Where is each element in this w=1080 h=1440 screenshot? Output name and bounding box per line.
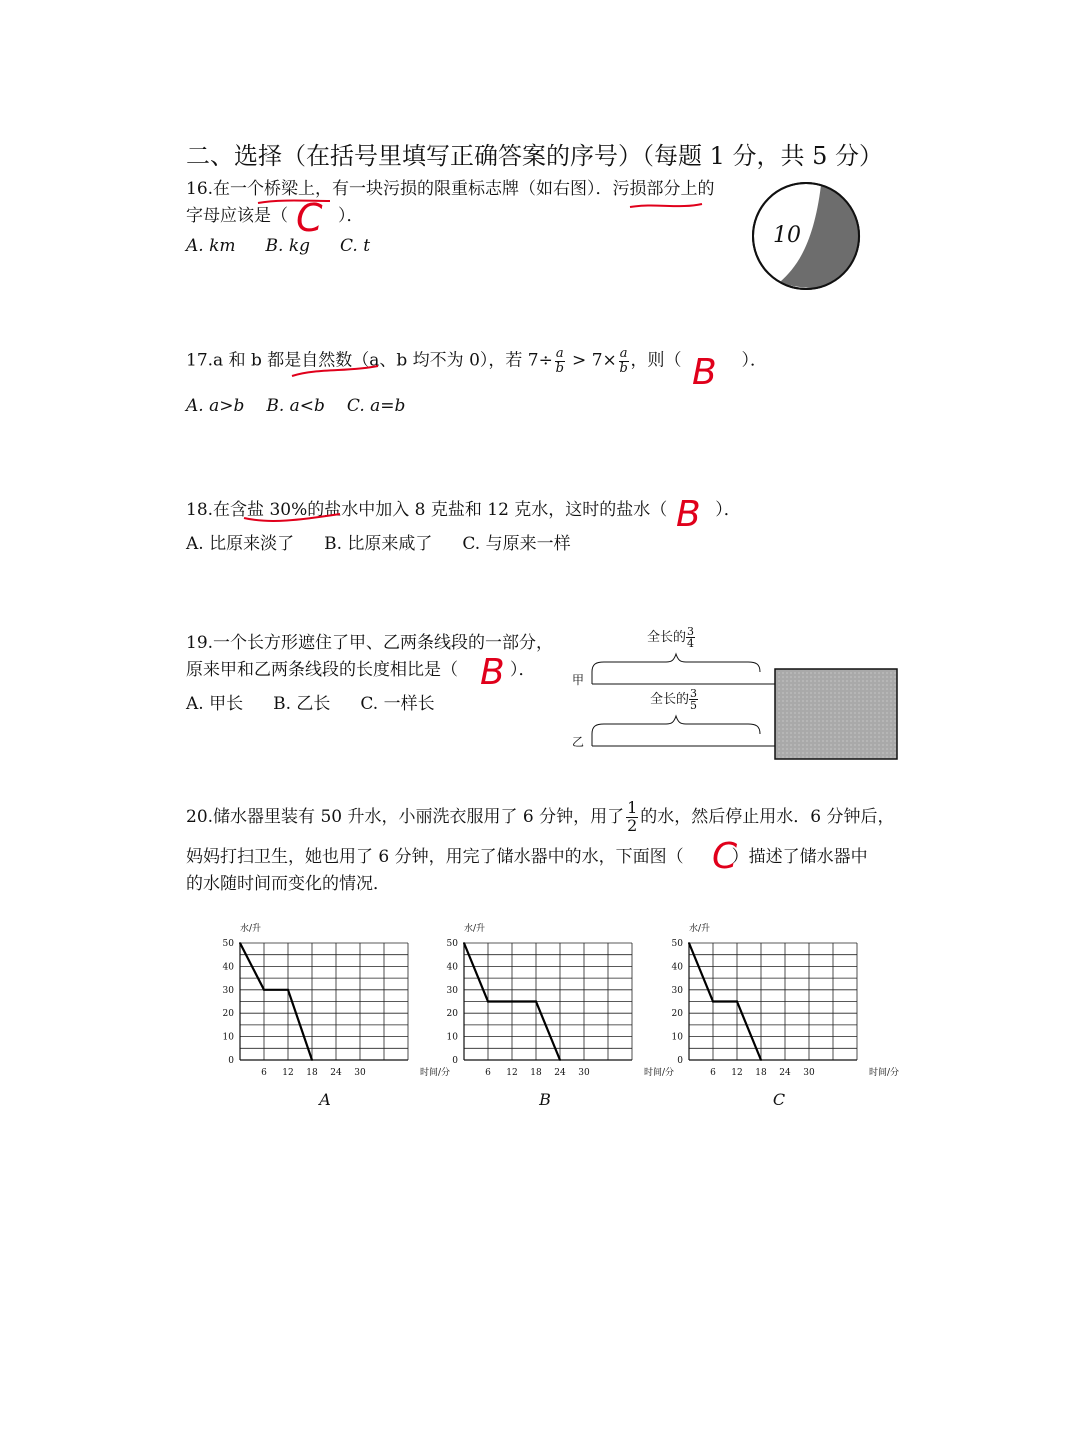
q17-frac1-den: b xyxy=(555,360,564,376)
q20-stem-line1 xyxy=(186,800,895,835)
q16-stem-line1: 16.在一个桥梁上，有一块污损的限重标志牌（如右图）．污损部分上的 xyxy=(186,179,715,199)
q19-brace2-label xyxy=(650,688,698,711)
x-tick-label: 12 xyxy=(282,1068,294,1078)
data-point xyxy=(712,1001,714,1003)
data-point xyxy=(760,1059,762,1061)
q17-stem-post: ，则（ xyxy=(630,350,682,371)
x-tick-label: 18 xyxy=(306,1068,318,1078)
section-title: 二、选择（在括号里填写正确答案的序号）（每题 1 分，共 5 分） xyxy=(186,142,884,170)
data-point xyxy=(311,1059,313,1061)
q19-handwritten-answer: B xyxy=(480,652,505,693)
x-tick-label: 18 xyxy=(530,1068,542,1078)
q19-brace1-fraction xyxy=(686,626,695,649)
q18-option-a[interactable]: A. 比原来淡了 xyxy=(186,534,295,554)
q17-fraction-1 xyxy=(555,347,565,375)
q19-option-c[interactable]: C. 一样长 xyxy=(360,694,435,714)
y-tick-label: 40 xyxy=(671,962,683,973)
q20-stem-line1-pre: 20.储水器里装有 50 升水，小丽洗衣服用了 6 分钟，用了 xyxy=(186,806,625,827)
data-point xyxy=(559,1059,561,1061)
q19-brace2-num: 3 xyxy=(690,687,698,700)
q19-stem-pre: 原来甲和乙两条线段的长度相比是（ xyxy=(186,660,458,680)
q18-stem-post: ）． xyxy=(715,500,741,520)
q19-option-b[interactable]: B. 乙长 xyxy=(273,694,331,714)
q20-stem-line3: 的水随时间而变化的情况． xyxy=(186,874,390,894)
q19-brace1-den: 4 xyxy=(687,637,695,650)
y-tick-label: 0 xyxy=(452,1056,458,1066)
q16-stem-pre: 字母应该是（ xyxy=(186,206,288,226)
q19-brace2-den: 5 xyxy=(690,699,698,712)
y-tick-label: 30 xyxy=(671,985,683,996)
chart-c xyxy=(659,918,900,1093)
q19-option-a[interactable]: A. 甲长 xyxy=(186,694,244,714)
x-tick-label: 6 xyxy=(710,1068,716,1078)
q19-figure xyxy=(570,620,900,765)
data-point xyxy=(239,942,241,944)
y-tick-label: 50 xyxy=(222,939,234,949)
chart-b-container xyxy=(434,918,675,1109)
chart-c-caption: C xyxy=(772,1090,786,1109)
q16-weight-limit-sign xyxy=(748,182,864,294)
y-tick-label: 20 xyxy=(222,1009,234,1020)
q17-stem-mid: > 7× xyxy=(566,350,617,371)
q18-underline-mark xyxy=(240,508,350,526)
q20-stem-line2 xyxy=(186,849,868,866)
x-tick-label: 24 xyxy=(779,1068,791,1078)
q18-stem-pre: 18.在含盐 30%的盐水中加入 8 克盐和 12 克水，这时的盐水（ xyxy=(186,500,668,520)
x-tick-label: 24 xyxy=(554,1068,566,1078)
q16-option-a[interactable]: A. km xyxy=(186,236,236,256)
chart-b xyxy=(434,918,675,1093)
q16-options xyxy=(186,236,426,256)
y-tick-label: 0 xyxy=(677,1056,683,1066)
x-axis-label: 时间/分 xyxy=(420,1068,451,1078)
q17-stem-end: ）． xyxy=(741,350,768,371)
q16-option-c[interactable]: C. t xyxy=(340,236,371,256)
y-tick-label: 40 xyxy=(446,962,458,973)
x-tick-label: 30 xyxy=(578,1068,590,1078)
y-axis-label: 水/升 xyxy=(464,924,486,934)
x-tick-label: 24 xyxy=(330,1068,342,1078)
q17-frac2-den: b xyxy=(619,360,628,376)
q19-figure-drawing xyxy=(570,620,900,765)
q20-fraction xyxy=(626,800,638,835)
q17-option-c[interactable]: C. a=b xyxy=(346,396,406,416)
q17-option-a[interactable]: A. a>b xyxy=(186,396,245,416)
y-tick-label: 10 xyxy=(222,1032,234,1043)
q16-stem-post: ）． xyxy=(338,206,364,226)
q19-options xyxy=(186,689,435,714)
q17-fraction-2 xyxy=(619,347,629,375)
q19-brace1-text: 全长的 xyxy=(647,630,687,645)
x-tick-label: 6 xyxy=(485,1068,491,1078)
y-axis-label: 水/升 xyxy=(689,924,711,934)
y-tick-label: 30 xyxy=(222,985,234,996)
y-tick-label: 0 xyxy=(228,1056,234,1066)
data-point xyxy=(688,942,690,944)
q17-frac2-num: a xyxy=(619,346,628,361)
data-point xyxy=(511,1001,513,1003)
q19-brace1-num: 3 xyxy=(687,625,695,638)
data-point xyxy=(287,989,289,991)
q17-option-b[interactable]: B. a<b xyxy=(266,396,325,416)
chart-a-caption: A xyxy=(319,1090,331,1109)
q17-stem-pre: 17.a 和 b 都是自然数（a、b 均不为 0），若 7÷ xyxy=(186,350,553,371)
data-point xyxy=(487,1001,489,1003)
q17-options xyxy=(186,396,405,416)
data-point xyxy=(535,1001,537,1003)
q20-frac-num: 1 xyxy=(627,798,638,817)
x-axis-label: 时间/分 xyxy=(644,1068,675,1078)
x-tick-label: 6 xyxy=(261,1068,267,1078)
chart-b-caption: B xyxy=(539,1090,551,1109)
q16-option-b[interactable]: B. kg xyxy=(265,236,310,256)
x-axis-label: 时间/分 xyxy=(869,1068,900,1078)
q16-handwritten-answer: C xyxy=(296,196,323,240)
q20-stem-line2-pre: 妈妈打扫卫生，她也用了 6 分钟，用完了储水器中的水，下面图（ xyxy=(186,847,684,867)
y-tick-label: 30 xyxy=(446,985,458,996)
q17-stem xyxy=(186,347,767,375)
x-tick-label: 30 xyxy=(354,1068,366,1078)
q18-option-c[interactable]: C. 与原来一样 xyxy=(462,534,571,554)
y-tick-label: 10 xyxy=(671,1032,683,1043)
q19-brace2-fraction xyxy=(689,688,698,711)
q19-label-jia: 甲 xyxy=(572,673,585,687)
x-tick-label: 30 xyxy=(803,1068,815,1078)
q20-handwritten-answer: C xyxy=(712,836,738,877)
y-tick-label: 50 xyxy=(446,939,458,949)
q19-stem-post: ）． xyxy=(510,660,536,680)
q18-options xyxy=(186,529,571,554)
y-tick-label: 10 xyxy=(446,1032,458,1043)
y-axis-label: 水/升 xyxy=(240,924,262,934)
q20-stem-line1-post: 的水，然后停止用水．6 分钟后， xyxy=(640,806,895,827)
q18-option-b[interactable]: B. 比原来咸了 xyxy=(324,534,433,554)
y-tick-label: 20 xyxy=(446,1009,458,1020)
y-tick-label: 20 xyxy=(671,1009,683,1020)
chart-c-container xyxy=(659,918,900,1109)
q17-underline-mark xyxy=(288,364,388,384)
q19-stem-line1: 19.一个长方形遮住了甲、乙两条线段的一部分， xyxy=(186,633,554,653)
x-tick-label: 18 xyxy=(755,1068,767,1078)
q17-handwritten-answer: B xyxy=(692,352,717,393)
x-tick-label: 12 xyxy=(731,1068,743,1078)
q20-stem-line2-post: ）描述了储水器中 xyxy=(731,847,868,867)
q19-label-yi: 乙 xyxy=(572,735,585,749)
chart-a-container xyxy=(210,918,451,1109)
y-tick-label: 50 xyxy=(671,939,683,949)
y-tick-label: 40 xyxy=(222,962,234,973)
q18-handwritten-answer: B xyxy=(676,494,701,535)
q17-frac1-num: a xyxy=(555,346,564,361)
q20-frac-den: 2 xyxy=(627,815,638,835)
q19-brace2-text: 全长的 xyxy=(650,692,690,707)
data-point xyxy=(263,989,265,991)
q16-underline-marks xyxy=(250,195,730,215)
chart-a xyxy=(210,918,451,1093)
q16-sign-text: 10 xyxy=(773,223,801,248)
data-point xyxy=(736,1001,738,1003)
q19-brace1-label xyxy=(647,626,695,649)
data-point xyxy=(463,942,465,944)
x-tick-label: 12 xyxy=(506,1068,518,1078)
